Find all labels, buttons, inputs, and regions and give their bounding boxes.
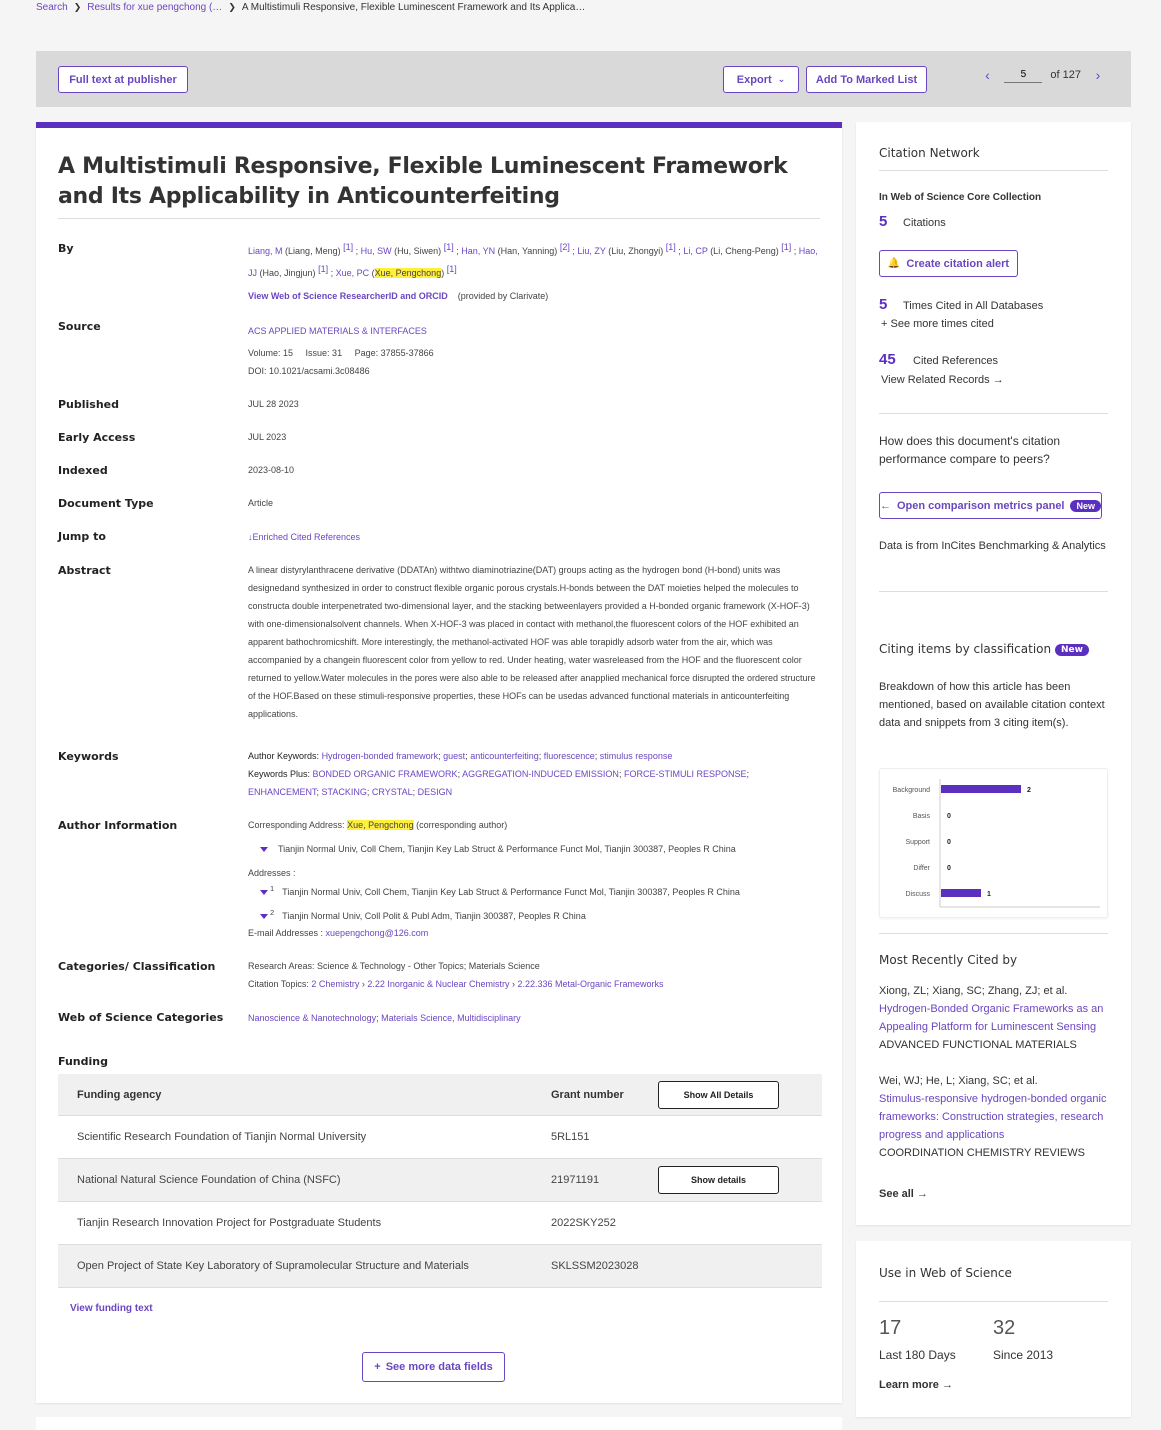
learn-more-label: Learn more (879, 1379, 939, 1391)
breadcrumb-current: A Multistimuli Responsive, Flexible Luminescent Framework and Its Applica… (241, 2, 586, 13)
recent-journal: COORDINATION CHEMISTRY REVIEWS (879, 1147, 1085, 1159)
recent-title-link[interactable]: Stimulus-responsive hydrogen-bonded organic frameworks: Construction strategies, research progress and applications (879, 1093, 1107, 1141)
pages: Page: 37855-37866 (354, 348, 434, 358)
open-panel-label: Open comparison metrics panel (897, 499, 1065, 512)
recent-item (879, 1072, 1109, 1162)
corresponding-address (248, 816, 818, 834)
affiliation-marker[interactable]: [1] (781, 242, 792, 252)
keyword-link[interactable]: BONDED ORGANIC FRAMEWORK (312, 769, 458, 779)
wos-category-link[interactable]: Materials Science, Multidisciplinary (381, 1013, 521, 1023)
keyword-link[interactable]: ENHANCEMENT (248, 787, 317, 797)
chart-bar[interactable] (941, 889, 981, 897)
new-badge: New (1070, 500, 1101, 512)
affiliation-marker[interactable]: [1] (665, 242, 676, 252)
funding-agency: Scientific Research Foundation of Tianjin Normal University (77, 1131, 367, 1143)
divider (879, 933, 1108, 934)
chart-category-label: Support (905, 839, 930, 846)
divider (879, 170, 1108, 171)
last180-count: 17 (879, 1317, 902, 1339)
provided-by: (provided by Clarivate) (457, 291, 549, 301)
page-number-input[interactable] (1004, 67, 1042, 83)
new-badge: New (1055, 644, 1089, 656)
show-all-details-button[interactable]: Show All Details (658, 1081, 779, 1109)
chevron-right-icon: ❯ (228, 2, 236, 12)
cited-refs-count[interactable]: 45 (879, 351, 896, 368)
keywords-block: Author Keywords: Hydrogen-bonded framework; guest; anticounterfeiting; fluorescence; stimulus response Keywords Plus: BONDED ORGANIC FRAMEWORK; AGGREGATION-INDUCED EMISSION; FORCE-STIMULI RESPONSE; ENHANCEMENT; STACKING; CRYSTAL; DESIGN (248, 751, 749, 797)
author-full-name: (Liu, Zhongyi) (608, 246, 664, 256)
full-text-button[interactable]: Full text at publisher (58, 66, 188, 93)
label-jump-to: Jump to (58, 530, 106, 543)
corr-author-name: Xue, Pengchong (347, 820, 414, 830)
times-cited-count[interactable]: 5 (879, 296, 888, 313)
author-link[interactable]: Li, CP (683, 246, 708, 256)
alert-label: Create citation alert (906, 257, 1010, 270)
citation-topic-link[interactable]: 2.22.336 Metal-Organic Frameworks (517, 979, 664, 989)
open-comparison-panel-button[interactable] (879, 492, 1102, 519)
label-source: Source (58, 320, 101, 333)
funding-header (58, 1074, 822, 1116)
grant-number: 2022SKY252 (551, 1217, 616, 1229)
keyword-link[interactable]: STACKING (321, 787, 367, 797)
abstract-text: A linear distyrylanthracene derivative (DDATAn) withtwo diaminotriazine(DAT) groups acting as the hydrogen bond (H-bond) units was designedand synthesized in order to construct flexible organic porous crystals.H-bonds between the DAT moieties helped the molecules to constructa double interpenetrated two-dimensional layer, and the stacking betweenlayers provided a H-bonded organic framework (X-HOF-3) with one-dimensionalsolvent channels. When X-HOF-3 was placed in contact with methanol,the fluorescent colors of the HOF exhibited an apparent bathochromicshift. More interestingly, the methanol-activated HOF was able torapidly adsorb water from the air, which was accompanied by a changein fluorescent color from yellow to red. Under heating, water wasreleased from the HOF and the fluorescent color returned to yellow.Water molecules in the pores were also able to be released after anapplied mechanical force disrupted the ordered structure of the HOF.Based on these stimuli-responsive properties, these HOFs can be usedas advanced functional materials in anticounterfeiting applications. (248, 565, 816, 719)
next-card (36, 1417, 842, 1430)
keyword-link[interactable]: FORCE-STIMULI RESPONSE (623, 769, 747, 779)
label-published: Published (58, 398, 120, 411)
source-details (248, 344, 818, 362)
recently-cited-title: Most Recently Cited by (879, 953, 1018, 967)
see-all-label: See all (879, 1188, 914, 1200)
prev-page-icon[interactable]: ‹ (985, 67, 990, 83)
next-page-icon[interactable]: › (1095, 67, 1101, 83)
keyword-link[interactable]: guest (443, 751, 466, 761)
see-more-times-cited[interactable] (881, 318, 994, 330)
corr-label: Corresponding Address: (248, 820, 345, 830)
table-row (58, 1245, 822, 1288)
address-text: Tianjin Normal Univ, Coll Chem, Tianjin Key Lab Struct & Performance Funct Mol, Tianjin 300387, Peoples R China (282, 887, 740, 897)
export-button[interactable] (723, 66, 799, 93)
cited-refs-label: Cited References (913, 355, 998, 367)
label-by: By (58, 242, 74, 255)
add-to-marked-list-button[interactable]: Add To Marked List (806, 66, 927, 93)
citation-topics-label: Citation Topics: (248, 979, 309, 989)
chevron-down-icon: ⌄ (777, 74, 786, 84)
doi: DOI: 10.1021/acsami.3c08486 (248, 366, 370, 376)
chevron-right-icon: › (509, 979, 518, 989)
keywords-label: Keywords Plus: (248, 769, 311, 779)
plus-icon: + (374, 1361, 381, 1373)
email-row (248, 924, 818, 942)
citation-topic-link[interactable]: 2 Chemistry (311, 979, 360, 989)
compare-question: How does this document's citation performance compare to peers? (879, 434, 1061, 466)
classification-chart (879, 768, 1108, 918)
author-link[interactable]: Hao, JJ (248, 246, 818, 278)
view-related-records[interactable] (881, 374, 1004, 386)
keyword-link[interactable]: DESIGN (417, 787, 453, 797)
citing-title-text: Citing items by classification (879, 642, 1052, 656)
author-full-name: (Hu, Siwen) (394, 246, 442, 256)
plus-icon: + (881, 318, 888, 330)
author-full-name: (Li, Cheng-Peng) (710, 246, 779, 256)
keywords-label: Author Keywords: (248, 751, 320, 761)
affiliation-marker[interactable]: [1] (446, 264, 457, 274)
keyword-link[interactable]: Hydrogen-bonded framework (321, 751, 439, 761)
col-grant: Grant number (551, 1088, 624, 1101)
label-author-info: Author Information (58, 819, 178, 832)
author-link[interactable]: Hu, SW (360, 246, 392, 256)
address-text: Tianjin Normal Univ, Coll Polit & Publ Adm, Tianjin 300387, Peoples R China (282, 911, 586, 921)
label-abstract: Abstract (58, 564, 111, 577)
pagination (978, 67, 1107, 83)
divider (879, 413, 1108, 414)
see-more-fields-button[interactable] (362, 1352, 505, 1382)
chevron-right-icon: › (359, 979, 368, 989)
table-row (58, 1202, 822, 1245)
breadcrumb-results[interactable]: Results for xue pengchong (… (87, 2, 223, 13)
see-more-cited-label: See more times cited (890, 318, 994, 330)
table-row (58, 1116, 822, 1159)
see-all-link[interactable] (879, 1188, 928, 1200)
grant-number: 5RL151 (551, 1131, 590, 1143)
grant-number: 21971191 (551, 1174, 600, 1186)
recent-authors: Xiong, ZL; Xiang, SC; Zhang, ZJ; et al. (879, 985, 1068, 997)
journal-link[interactable]: ACS APPLIED MATERIALS & INTERFACES (248, 326, 427, 336)
address-number: 1 (270, 884, 275, 893)
chart-category-label: Discuss (905, 891, 930, 898)
affiliation-marker[interactable]: [1] (443, 242, 454, 252)
volume: Volume: 15 (248, 348, 294, 358)
affiliation-marker[interactable]: [1] (343, 242, 354, 252)
divider (879, 1301, 1108, 1302)
keyword-link[interactable]: stimulus response (599, 751, 673, 761)
author-full-name: Xue, Pengchong (374, 268, 442, 278)
citing-items-title (879, 642, 1089, 656)
chart-category-label: Differ (913, 865, 930, 872)
corr-address-row (248, 840, 818, 858)
label-document-type: Document Type (58, 497, 154, 510)
record-card (36, 122, 842, 1403)
author-link[interactable]: Liu, ZY (577, 246, 606, 256)
chart-bar[interactable] (941, 785, 1021, 793)
label-categories: Categories/ Classification (58, 960, 216, 973)
author-list: Liang, M (Liang, Meng) [1] ; Hu, SW (Hu, Siwen) [1] ; Han, YN (Han, Yanning) [2] ; Liu, ZY (Liu, Zhongyi) [1] ; Li, CP (Li, Cheng-Peng) [1] ; Hao, JJ (Hao, Jingjun) [1] ; Xue, PC (Xue, Pengchong) [1] (248, 242, 818, 278)
author-full-name: (Hao, Jingjun) (259, 268, 316, 278)
recent-authors: Wei, WJ; He, L; Xiang, SC; et al. (879, 1075, 1038, 1087)
page-total: of 127 (1050, 69, 1081, 81)
table-row (58, 1159, 822, 1202)
issue: Issue: 31 (305, 348, 343, 358)
research-areas: Research Areas: Science & Technology - Other Topics; Materials Science (248, 961, 540, 971)
since2013-count: 32 (993, 1317, 1016, 1339)
label-wos-categories: Web of Science Categories (58, 1011, 224, 1024)
learn-more-link[interactable] (879, 1379, 953, 1391)
researcher-id-link[interactable]: View Web of Science ResearcherID and ORCID (248, 291, 448, 301)
addresses-label: Addresses : (248, 868, 296, 878)
arrow-right-icon: → (916, 1188, 928, 1200)
jump-to-row (248, 528, 818, 546)
researcher-row (248, 287, 818, 305)
email-label: E-mail Addresses : (248, 928, 324, 938)
funding-agency: Open Project of State Key Laboratory of Supramolecular Structure and Materials (77, 1260, 469, 1272)
times-cited-label: Times Cited in All Databases (903, 300, 1044, 312)
corr-suffix: (corresponding author) (416, 820, 508, 830)
usage-title: Use in Web of Science (879, 1266, 1012, 1280)
address-number: 2 (270, 908, 275, 917)
arrow-right-icon: → (941, 1379, 953, 1391)
email-link[interactable]: xuepengchong@126.com (325, 928, 429, 938)
early-access-date: JUL 2023 (248, 432, 287, 442)
source-journal (248, 322, 818, 340)
expand-icon[interactable] (260, 890, 268, 895)
funding-table (58, 1074, 822, 1288)
expand-icon[interactable] (260, 914, 268, 919)
chart-value-label: 2 (1027, 787, 1031, 794)
citing-description: Breakdown of how this article has been mentioned, based on available citation context data and snippets from 3 citing item(s). (879, 681, 1105, 729)
author-link[interactable]: Xue, PC (335, 268, 370, 278)
arrow-down-icon: ↓ (248, 532, 253, 542)
label-funding: Funding (58, 1055, 108, 1068)
arrow-right-icon: → (992, 374, 1004, 386)
recent-item (879, 982, 1109, 1054)
col-agency: Funding agency (77, 1088, 162, 1101)
affiliation-marker[interactable]: [1] (318, 264, 329, 274)
related-label: View Related Records (881, 374, 990, 386)
enriched-refs-link[interactable]: Enriched Cited References (252, 532, 361, 542)
expand-icon[interactable] (260, 847, 268, 852)
divider (879, 591, 1108, 592)
citation-topics (248, 975, 818, 993)
chart-value-label: 0 (947, 865, 951, 872)
create-citation-alert-button[interactable] (879, 250, 1018, 277)
keyword-link[interactable]: anticounterfeiting (470, 751, 539, 761)
chart-category-label: Basis (912, 813, 930, 820)
document-type: Article (248, 498, 274, 508)
chevron-right-icon: ❯ (73, 2, 82, 12)
author-full-name: (Han, Yanning) (497, 246, 558, 256)
citations-count[interactable]: 5 (879, 213, 888, 230)
breadcrumb-search[interactable]: Search (36, 2, 68, 13)
usage-card (856, 1241, 1131, 1417)
citations-label: Citations (903, 217, 946, 229)
label-indexed: Indexed (58, 464, 108, 477)
classification-bar-chart (880, 769, 1109, 919)
divider (58, 218, 820, 219)
collection-label: In Web of Science Core Collection (879, 192, 1042, 203)
funding-agency: National Natural Science Foundation of China (NSFC) (77, 1174, 341, 1186)
incites-note: Data is from InCites Benchmarking & Analytics (879, 540, 1106, 552)
corr-address-text: Tianjin Normal Univ, Coll Chem, Tianjin Key Lab Struct & Performance Funct Mol, Tianjin 300387, Peoples R China (278, 844, 736, 854)
citation-topic-link[interactable]: 2.22 Inorganic & Nuclear Chemistry (367, 979, 510, 989)
last180-label: Last 180 Days (879, 1348, 956, 1362)
arrow-left-icon: ← (880, 499, 891, 512)
show-details-button[interactable]: Show details (658, 1166, 779, 1194)
chart-value-label: 0 (947, 813, 951, 820)
address-list (248, 880, 818, 928)
citation-network-card (856, 122, 1131, 1225)
chart-category-label: Background (892, 787, 930, 794)
export-label: Export (736, 73, 772, 86)
see-more-label: See more data fields (385, 1361, 493, 1373)
chart-value-label: 1 (987, 891, 991, 898)
view-funding-text-link[interactable]: View funding text (70, 1303, 153, 1314)
breadcrumb (36, 2, 585, 13)
grant-number: SKLSSM2023028 (551, 1260, 639, 1272)
wos-category-link[interactable]: Nanoscience & Nanotechnology (248, 1013, 377, 1023)
keyword-link[interactable]: CRYSTAL (371, 787, 413, 797)
indexed-date: 2023-08-10 (248, 465, 295, 475)
label-early-access: Early Access (58, 431, 136, 444)
wos-categories: Nanoscience & Nanotechnology; Materials Science, Multidisciplinary (248, 1013, 521, 1023)
recent-title-link[interactable]: Hydrogen-Bonded Organic Frameworks as an Appealing Platform for Luminescent Sensing (879, 1003, 1104, 1033)
keyword-link[interactable]: AGGREGATION-INDUCED EMISSION (462, 769, 619, 779)
author-link[interactable]: Han, YN (461, 246, 496, 256)
record-toolbar (36, 51, 1131, 107)
since2013-label: Since 2013 (993, 1348, 1054, 1362)
recent-journal: ADVANCED FUNCTIONAL MATERIALS (879, 1039, 1077, 1051)
keyword-link[interactable]: fluorescence (543, 751, 595, 761)
label-keywords: Keywords (58, 750, 119, 763)
address-row (248, 880, 818, 904)
author-full-name: (Liang, Meng) (285, 246, 341, 256)
record-title: A Multistimuli Responsive, Flexible Luminescent Framework and Its Applicability in Anticounterfeiting (58, 154, 788, 209)
bell-icon: 🔔 (887, 258, 901, 269)
published-date: JUL 28 2023 (248, 399, 299, 409)
affiliation-marker[interactable]: [2] (559, 242, 570, 252)
funding-agency: Tianjin Research Innovation Project for Postgraduate Students (77, 1217, 382, 1229)
chart-value-label: 0 (947, 839, 951, 846)
citation-network-title: Citation Network (879, 146, 980, 160)
author-link[interactable]: Liang, M (248, 246, 283, 256)
